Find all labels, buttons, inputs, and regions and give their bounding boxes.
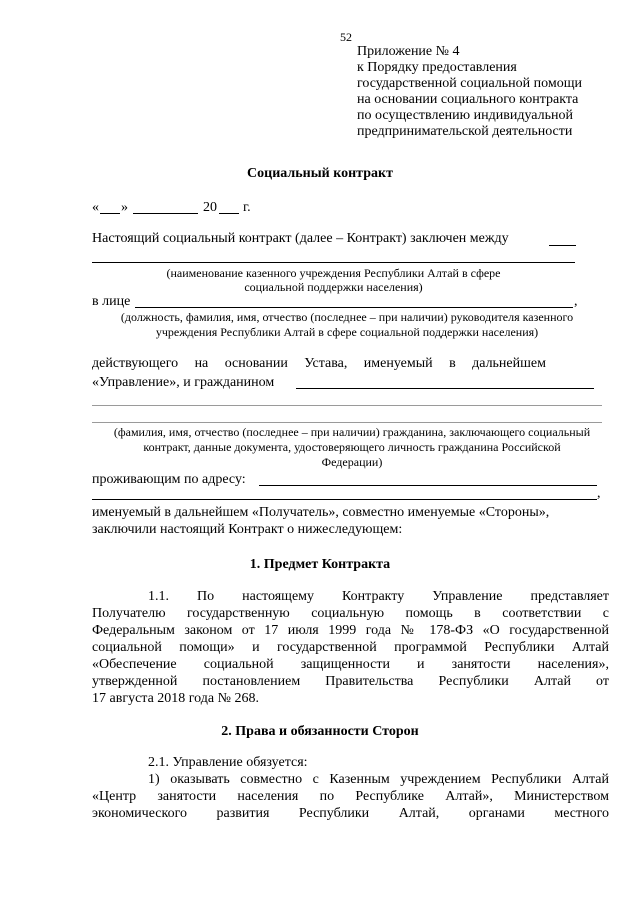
document-title: Социальный контракт [247, 166, 393, 181]
citizen-blank-line [92, 422, 602, 423]
intro-line: Настоящий социальный контракт (далее – Контракт) заключен между [92, 231, 509, 246]
citizen-caption: контракт, данные документа, удостоверяющего личность гражданина Российской [143, 440, 561, 454]
recipient-line: именуемый в дальнейшем «Получатель», совместно именуемые «Стороны», [92, 505, 550, 520]
address-label: проживающим по адресу: [92, 472, 246, 487]
date-month-blank [133, 213, 198, 214]
citizen-blank [296, 388, 594, 389]
date-year-prefix: 20 [203, 200, 217, 215]
address-blank [92, 499, 597, 500]
section-1-line: утвержденной постановлением Правительства Республики Алтай от [92, 674, 609, 689]
appendix-line: на основании социального контракта [357, 92, 579, 107]
in-person-label: в лице [92, 294, 131, 309]
representative-caption: учреждения Республики Алтай в сфере социальной поддержки населения) [155, 325, 539, 339]
date-close-quote: » [121, 200, 128, 215]
acting-line: «Управление», и гражданином [92, 375, 275, 390]
date-year-blank [219, 213, 239, 214]
citizen-caption: Федерации) [321, 455, 383, 469]
institution-caption: социальной поддержки населения) [244, 280, 423, 294]
date-open-quote: « [92, 200, 99, 215]
appendix-line: государственной социальной помощи [357, 76, 583, 91]
section-1-line: «Обеспечение социальной защищенности и занятости населения», [92, 657, 609, 672]
institution-caption: (наименование казенного учреждения Республики Алтай в сфере [166, 266, 501, 280]
date-day-blank [100, 213, 120, 214]
section-2-line: экономического развития Республики Алтай, органами местного [92, 806, 609, 821]
section-1-heading: 1. Предмет Контракта [249, 557, 391, 572]
section-2-subheading: 2.1. Управление обязуется: [148, 755, 308, 770]
appendix-line: по осуществлению индивидуальной [357, 108, 573, 123]
section-2-line: 1) оказывать совместно с Казенным учреждением Республики Алтай [148, 772, 609, 787]
page-number: 52 [340, 30, 352, 44]
address-blank [259, 485, 597, 486]
institution-blank-end [549, 245, 576, 246]
section-1-line: 1.1. По настоящему Контракту Управление представляет [148, 589, 609, 604]
appendix-line: Приложение № 4 [357, 44, 460, 59]
representative-caption: (должность, фамилия, имя, отчество (последнее – при наличии) руководителя казенного [120, 310, 574, 324]
section-1-line: Получателю государственную социальную помощь в соответствии с [92, 606, 609, 621]
citizen-caption: (фамилия, имя, отчество (последнее – при наличии) гражданина, заключающего социальный [113, 425, 591, 439]
appendix-line: предпринимательской деятельности [357, 124, 573, 139]
section-2-heading: 2. Права и обязанности Сторон [221, 724, 419, 739]
section-1-line: социальной помощи» и государственной программой Республики Алтай [92, 640, 609, 655]
citizen-blank-line [92, 405, 602, 406]
representative-blank [135, 307, 573, 308]
section-2-line: «Центр занятости населения по Республике Алтай», Министерством [92, 789, 609, 804]
institution-blank [92, 262, 575, 263]
acting-line: действующего на основании Устава, именуемый в дальнейшем [92, 356, 546, 371]
date-year-suffix: г. [243, 200, 251, 215]
section-1-line: 17 августа 2018 года № 268. [92, 691, 259, 706]
appendix-header [357, 44, 582, 140]
address-comma: , [597, 486, 601, 501]
appendix-line: к Порядку предоставления [357, 60, 517, 75]
concluded-line: заключили настоящий Контракт о нижеследующем: [92, 522, 403, 537]
section-1-line: Федеральным законом от 17 июля 1999 года № 178-ФЗ «О государственной [92, 623, 609, 638]
in-person-comma: , [574, 294, 578, 309]
